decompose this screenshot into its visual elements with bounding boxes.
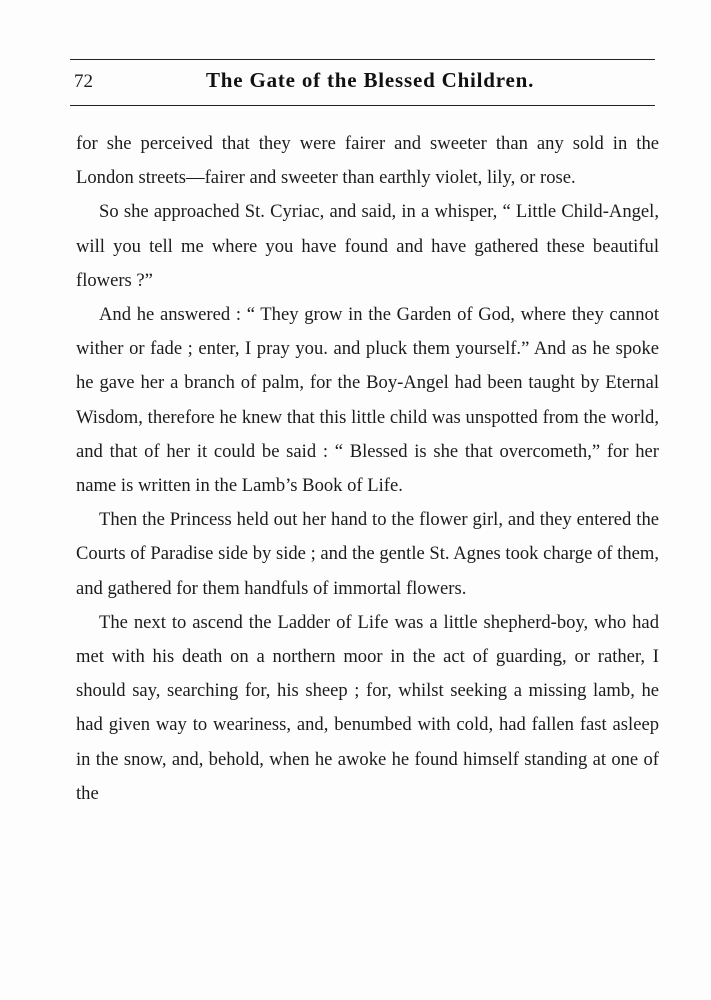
paragraph-4: Then the Princess held out her hand to the flower girl, and they entered the Courts of Paradise side by side ; and the gentle St. Agnes took charge of them, and gathered for them handfuls of immortal flowers. <box>76 509 659 599</box>
paragraph-2: So she approached St. Cyriac, and said, in a whisper, “ Little Child-Angel, will you tell me where you have found and have gathered these beautiful flowers ?” <box>76 201 659 291</box>
paragraph-1: for she perceived that they were fairer and sweeter than any sold in the London streets—fairer and sweeter than earthly violet, lily, or rose. <box>76 133 659 189</box>
running-title: The Gate of the Blessed Children. <box>206 68 535 92</box>
header-bottom-rule <box>70 105 655 106</box>
page-header <box>70 66 655 100</box>
header-top-rule <box>70 59 655 60</box>
paragraph-5: The next to ascend the Ladder of Life was a little shepherd-boy, who had met with his death on a northern moor in the act of guarding, or rather, I should say, searching for, his sheep ; for, whilst seeking a missing lamb, he had given way to weariness, and, benumbed with cold, had fallen fast asleep in the snow, and, behold, when he awoke he found himself standing at one of the <box>76 611 659 804</box>
page-body <box>76 127 659 811</box>
paragraph-3: And he answered : “ They grow in the Garden of God, where they cannot wither or fade ; enter, I pray you. and pluck them yourself.” And as he spoke he gave her a branch of palm, for the Boy-Angel had been taught by Eternal Wisdom, therefore he knew that this little child was unspotted from the world, and that of her it could be said : “ Blessed is she that overcometh,” for her name is written in the Lamb’s Book of Life. <box>76 304 659 497</box>
page-number: 72 <box>74 71 93 92</box>
